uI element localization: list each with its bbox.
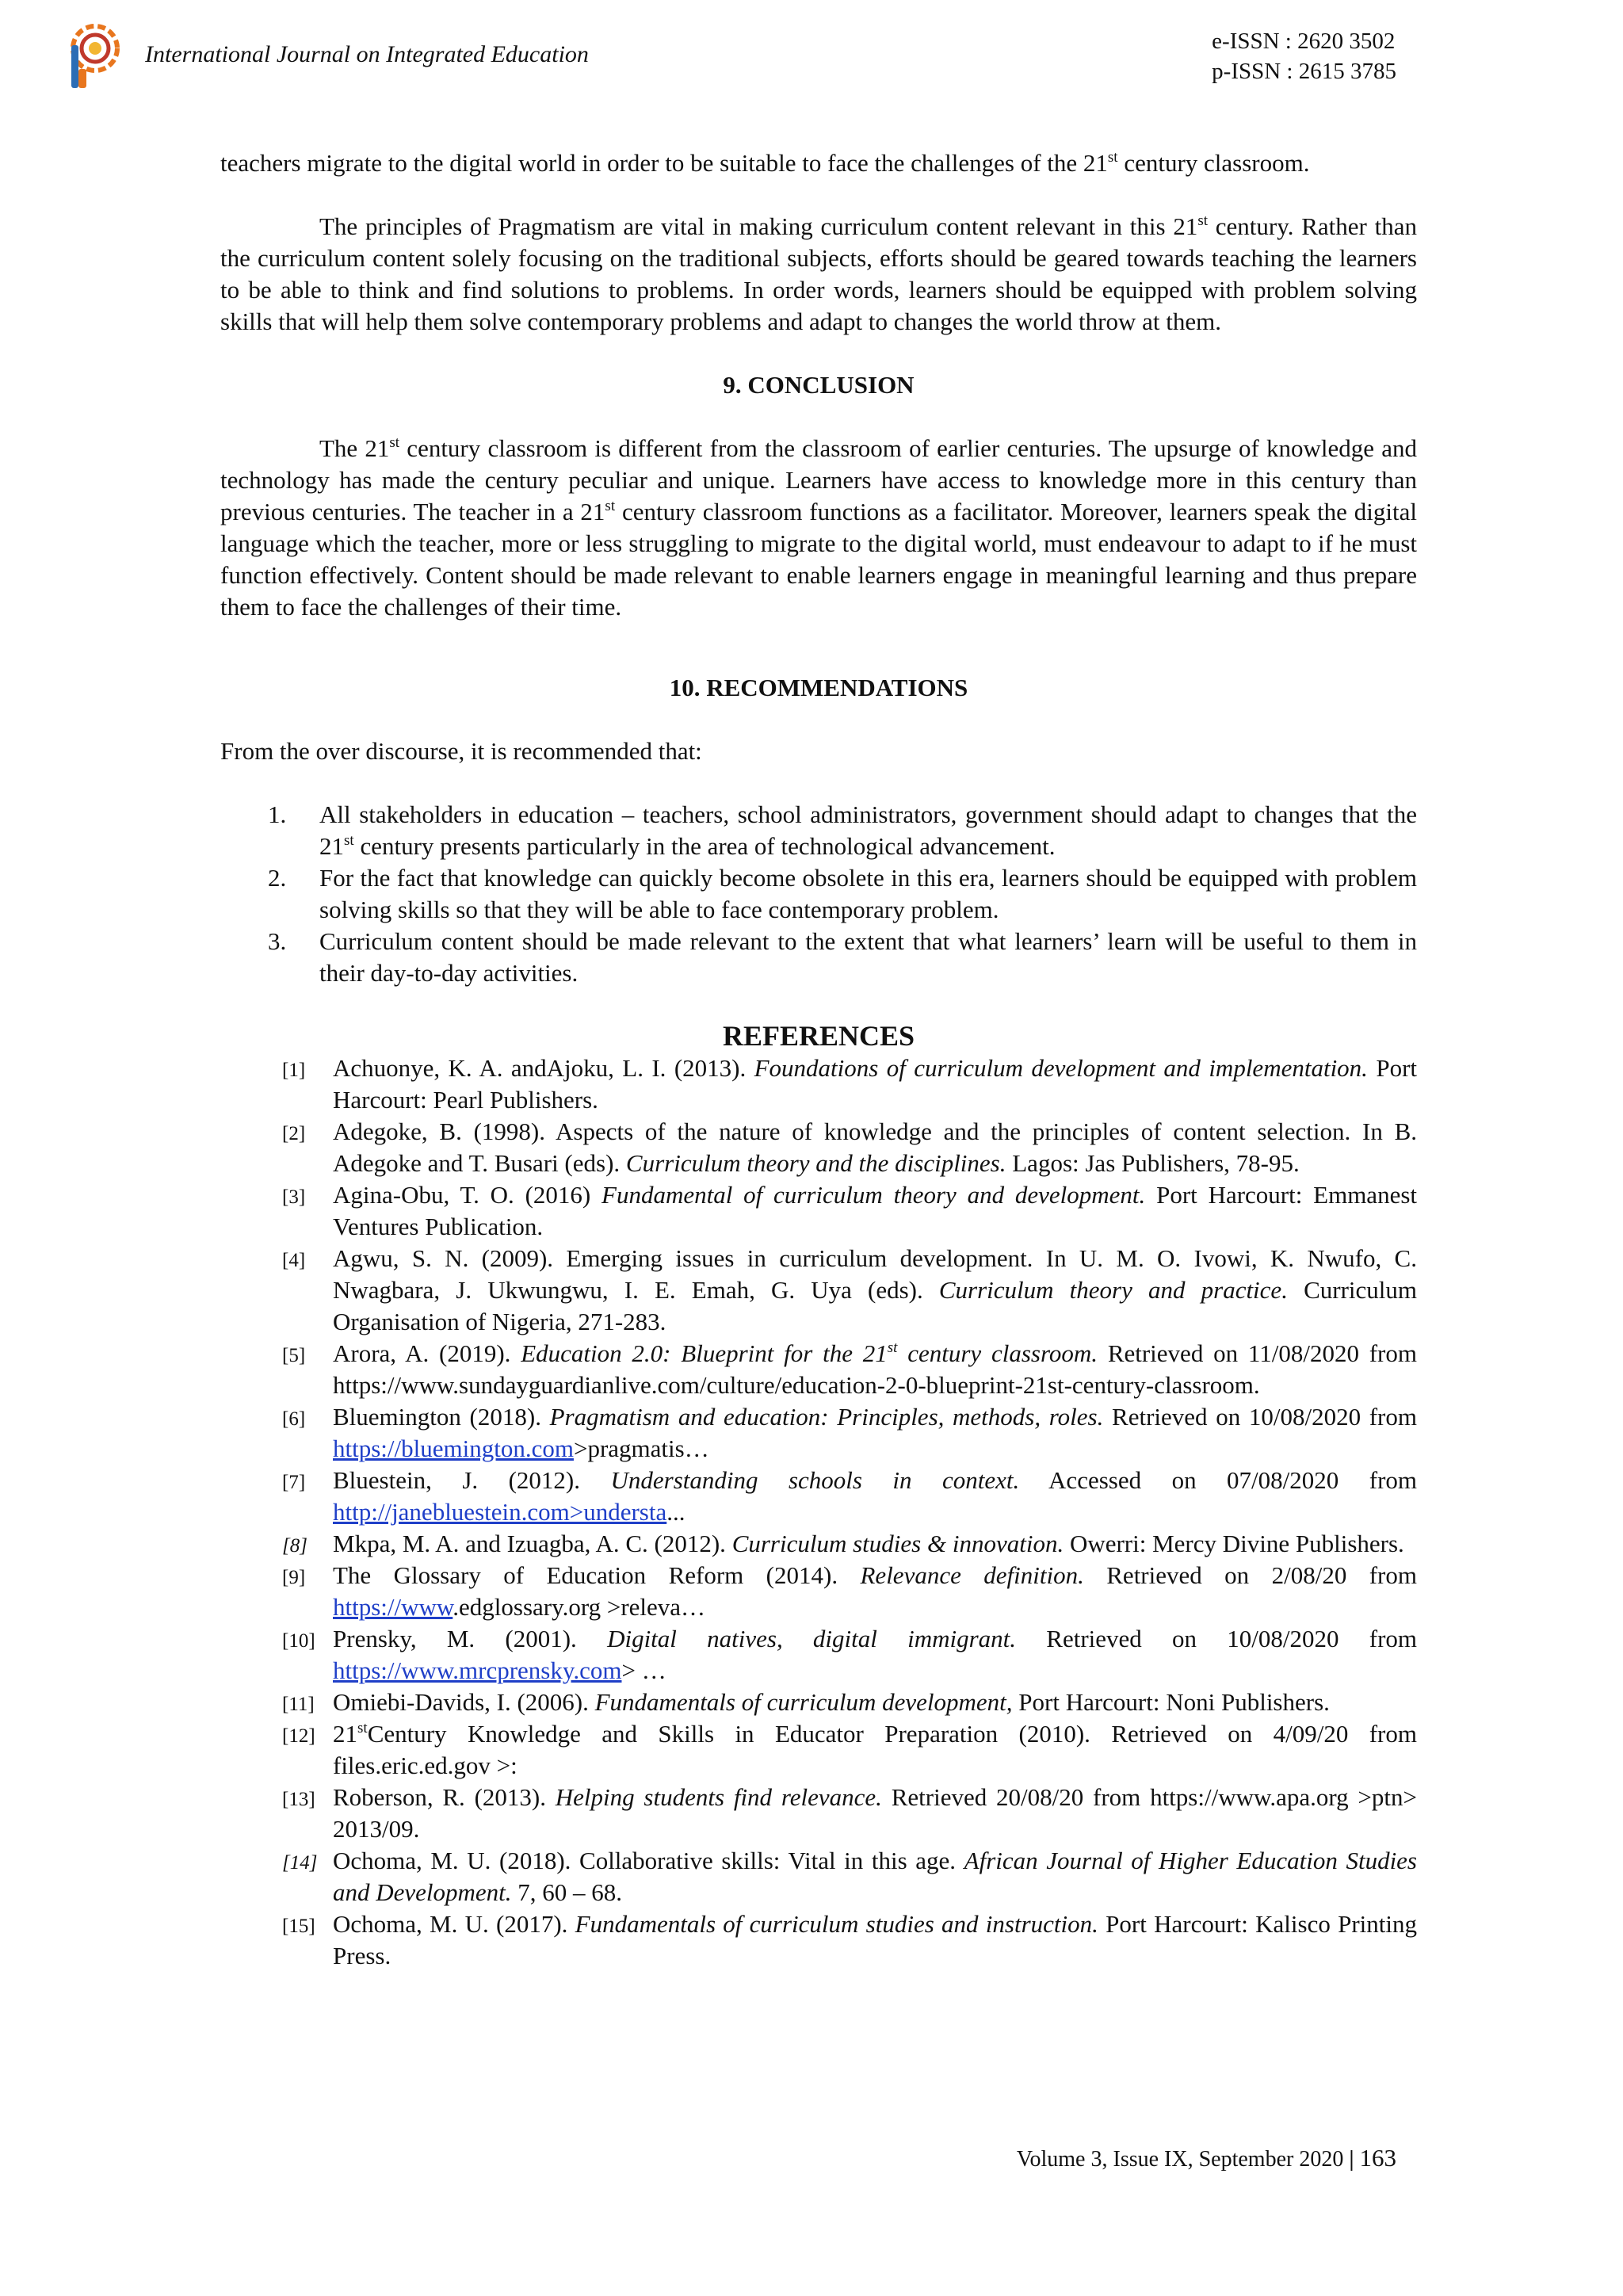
reference-item: [10] Prensky, M. (2001). Digital natives, digital immigrant. Retrieved on 10/08/2020 from https://www.mrcprensky.com> …	[282, 1625, 1418, 1684]
reference-link[interactable]: https://www	[333, 1593, 453, 1621]
reference-item: [14] Ochoma, M. U. (2018). Collaborative skills: Vital in this age. African Journal of Higher Education Studies and Development. 7, 60 – 68.	[282, 1847, 1417, 1906]
reference-item: [1] Achuonye, K. A. andAjoku, L. I. (2013). Foundations of curriculum development and implementation. Port Harcourt: Pearl Publishers.	[282, 1054, 1418, 1114]
journal-title: International Journal on Integrated Education	[145, 41, 589, 67]
reference-item: [3] Agina-Obu, T. O. (2016) Fundamental of curriculum theory and development. Port Harcourt: Emmanest Ventures Publication.	[282, 1181, 1417, 1240]
journal-logo	[67, 21, 122, 90]
reference-item: [15] Ochoma, M. U. (2017). Fundamentals of curriculum studies and instruction. Port Harcourt: Kalisco Printing Press.	[282, 1910, 1417, 1969]
reference-item: [6] Bluemington (2018). Pragmatism and education: Principles, methods, roles. Retrieved on 10/08/2020 from https://bluemington.com>pragmatis…	[282, 1403, 1417, 1462]
footer-separator: |	[1343, 2147, 1360, 2172]
volume-info: Volume 3, Issue IX, September 2020	[1016, 2147, 1344, 2172]
reference-link[interactable]: https://www.mrcprensky.com	[333, 1656, 622, 1684]
reference-link[interactable]: http://janebluestein.com>understa	[333, 1498, 667, 1526]
issn-block	[1212, 26, 1396, 86]
list-item: 3. Curriculum content should be made relevant to the extent that what learners’ learn will be useful to them in their day-to-day activities.	[268, 927, 1417, 987]
reference-item: [7] Bluestein, J. (2012). Understanding schools in context. Accessed on 07/08/2020 from http://janebluestein.com>understa...	[282, 1466, 1418, 1526]
references-heading: REFERENCES	[722, 1020, 915, 1052]
paragraph-2: The principles of Pragmatism are vital in making curriculum content relevant in this 21st century. Rather than the curriculum content solely focusing on the traditional subjects, efforts should be geared towards teaching the learners to be able to think and find solutions to problems. In order words, learners should be equipped with problem solving skills that will help them solve contemporary problems and adapt to changes the world throw at them.	[220, 212, 1418, 335]
reference-item: [9] The Glossary of Education Reform (2014). Relevance definition. Retrieved on 2/08/20 from https://www.edglossary.org >releva…	[282, 1561, 1417, 1621]
recommendations-intro: From the over discourse, it is recommended that:	[220, 737, 702, 765]
reference-item: [12] 21stCentury Knowledge and Skills in Educator Preparation (2010). Retrieved on 4/09/20 from files.eric.ed.gov >:	[282, 1720, 1417, 1779]
eissn: e-ISSN : 2620 3502	[1212, 29, 1396, 54]
section-heading-recommendations: 10. RECOMMENDATIONS	[669, 674, 968, 701]
pissn: p-ISSN : 2615 3785	[1212, 59, 1396, 84]
reference-item: [8] Mkpa, M. A. and Izuagba, A. C. (2012). Curriculum studies & innovation. Owerri: Mercy Divine Publishers.	[282, 1530, 1404, 1557]
section-heading-conclusion: 9. CONCLUSION	[723, 371, 915, 399]
references-list	[220, 1052, 1417, 1972]
article-body	[220, 147, 1417, 1972]
paragraph-conclusion: The 21st century classroom is different from the classroom of earlier centuries. The upsurge of knowledge and technology has made the century peculiar and unique. Learners have access to knowledge more in this century than previous centuries. The teacher in a 21st century classroom functions as a facilitator. Moreover, learners speak the digital language which the teacher, more or less struggling to migrate to the digital world, must endeavour to adapt to if he must function effectively. Content should be made relevant to enable learners engage in meaningful learning and thus prepare them to face the challenges of their time.	[220, 434, 1417, 621]
list-item: 1. All stakeholders in education – teachers, school administrators, government should adapt to changes that the 21st century presents particularly in the area of technological advancement.	[268, 800, 1417, 860]
reference-item: [4] Agwu, S. N. (2009). Emerging issues in curriculum development. In U. M. O. Ivowi, K. Nwufo, C. Nwagbara, J. Ukwungwu, I. E. Emah, G. Uya (eds). Curriculum theory and practice. Curriculum Organisation of Nigeria, 271-283.	[282, 1244, 1418, 1335]
journal-logo-icon	[67, 21, 122, 90]
reference-item: [2] Adegoke, B. (1998). Aspects of the nature of knowledge and the principles of content selection. In B. Adegoke and T. Busari (eds). Curriculum theory and the disciplines. Lagos: Jas Publishers, 78-95.	[282, 1117, 1417, 1177]
paragraph-1: teachers migrate to the digital world in order to be suitable to face the challenges of the 21st century classroom.	[220, 149, 1310, 177]
list-item: 2. For the fact that knowledge can quickly become obsolete in this era, learners should be equipped with problem solving skills so that they will be able to face contemporary problem.	[268, 864, 1417, 923]
reference-item: [11] Omiebi-Davids, I. (2006). Fundamentals of curriculum development, Port Harcourt: Noni Publishers.	[282, 1688, 1330, 1716]
recommendations-list	[220, 799, 1417, 989]
reference-item: [13] Roberson, R. (2013). Helping students find relevance. Retrieved 20/08/20 from https://www.apa.org >ptn> 2013/09.	[282, 1783, 1417, 1843]
page-footer	[1017, 2143, 1396, 2175]
reference-item: [5] Arora, A. (2019). Education 2.0: Blueprint for the 21st century classroom. Retrieved on 11/08/2020 from https://www.sundayguardianlive.com/culture/education-2-0-blueprint-21st-century-classroom.	[282, 1339, 1417, 1399]
page-number: 163	[1359, 2144, 1396, 2172]
reference-link[interactable]: https://bluemington.com	[333, 1435, 574, 1462]
